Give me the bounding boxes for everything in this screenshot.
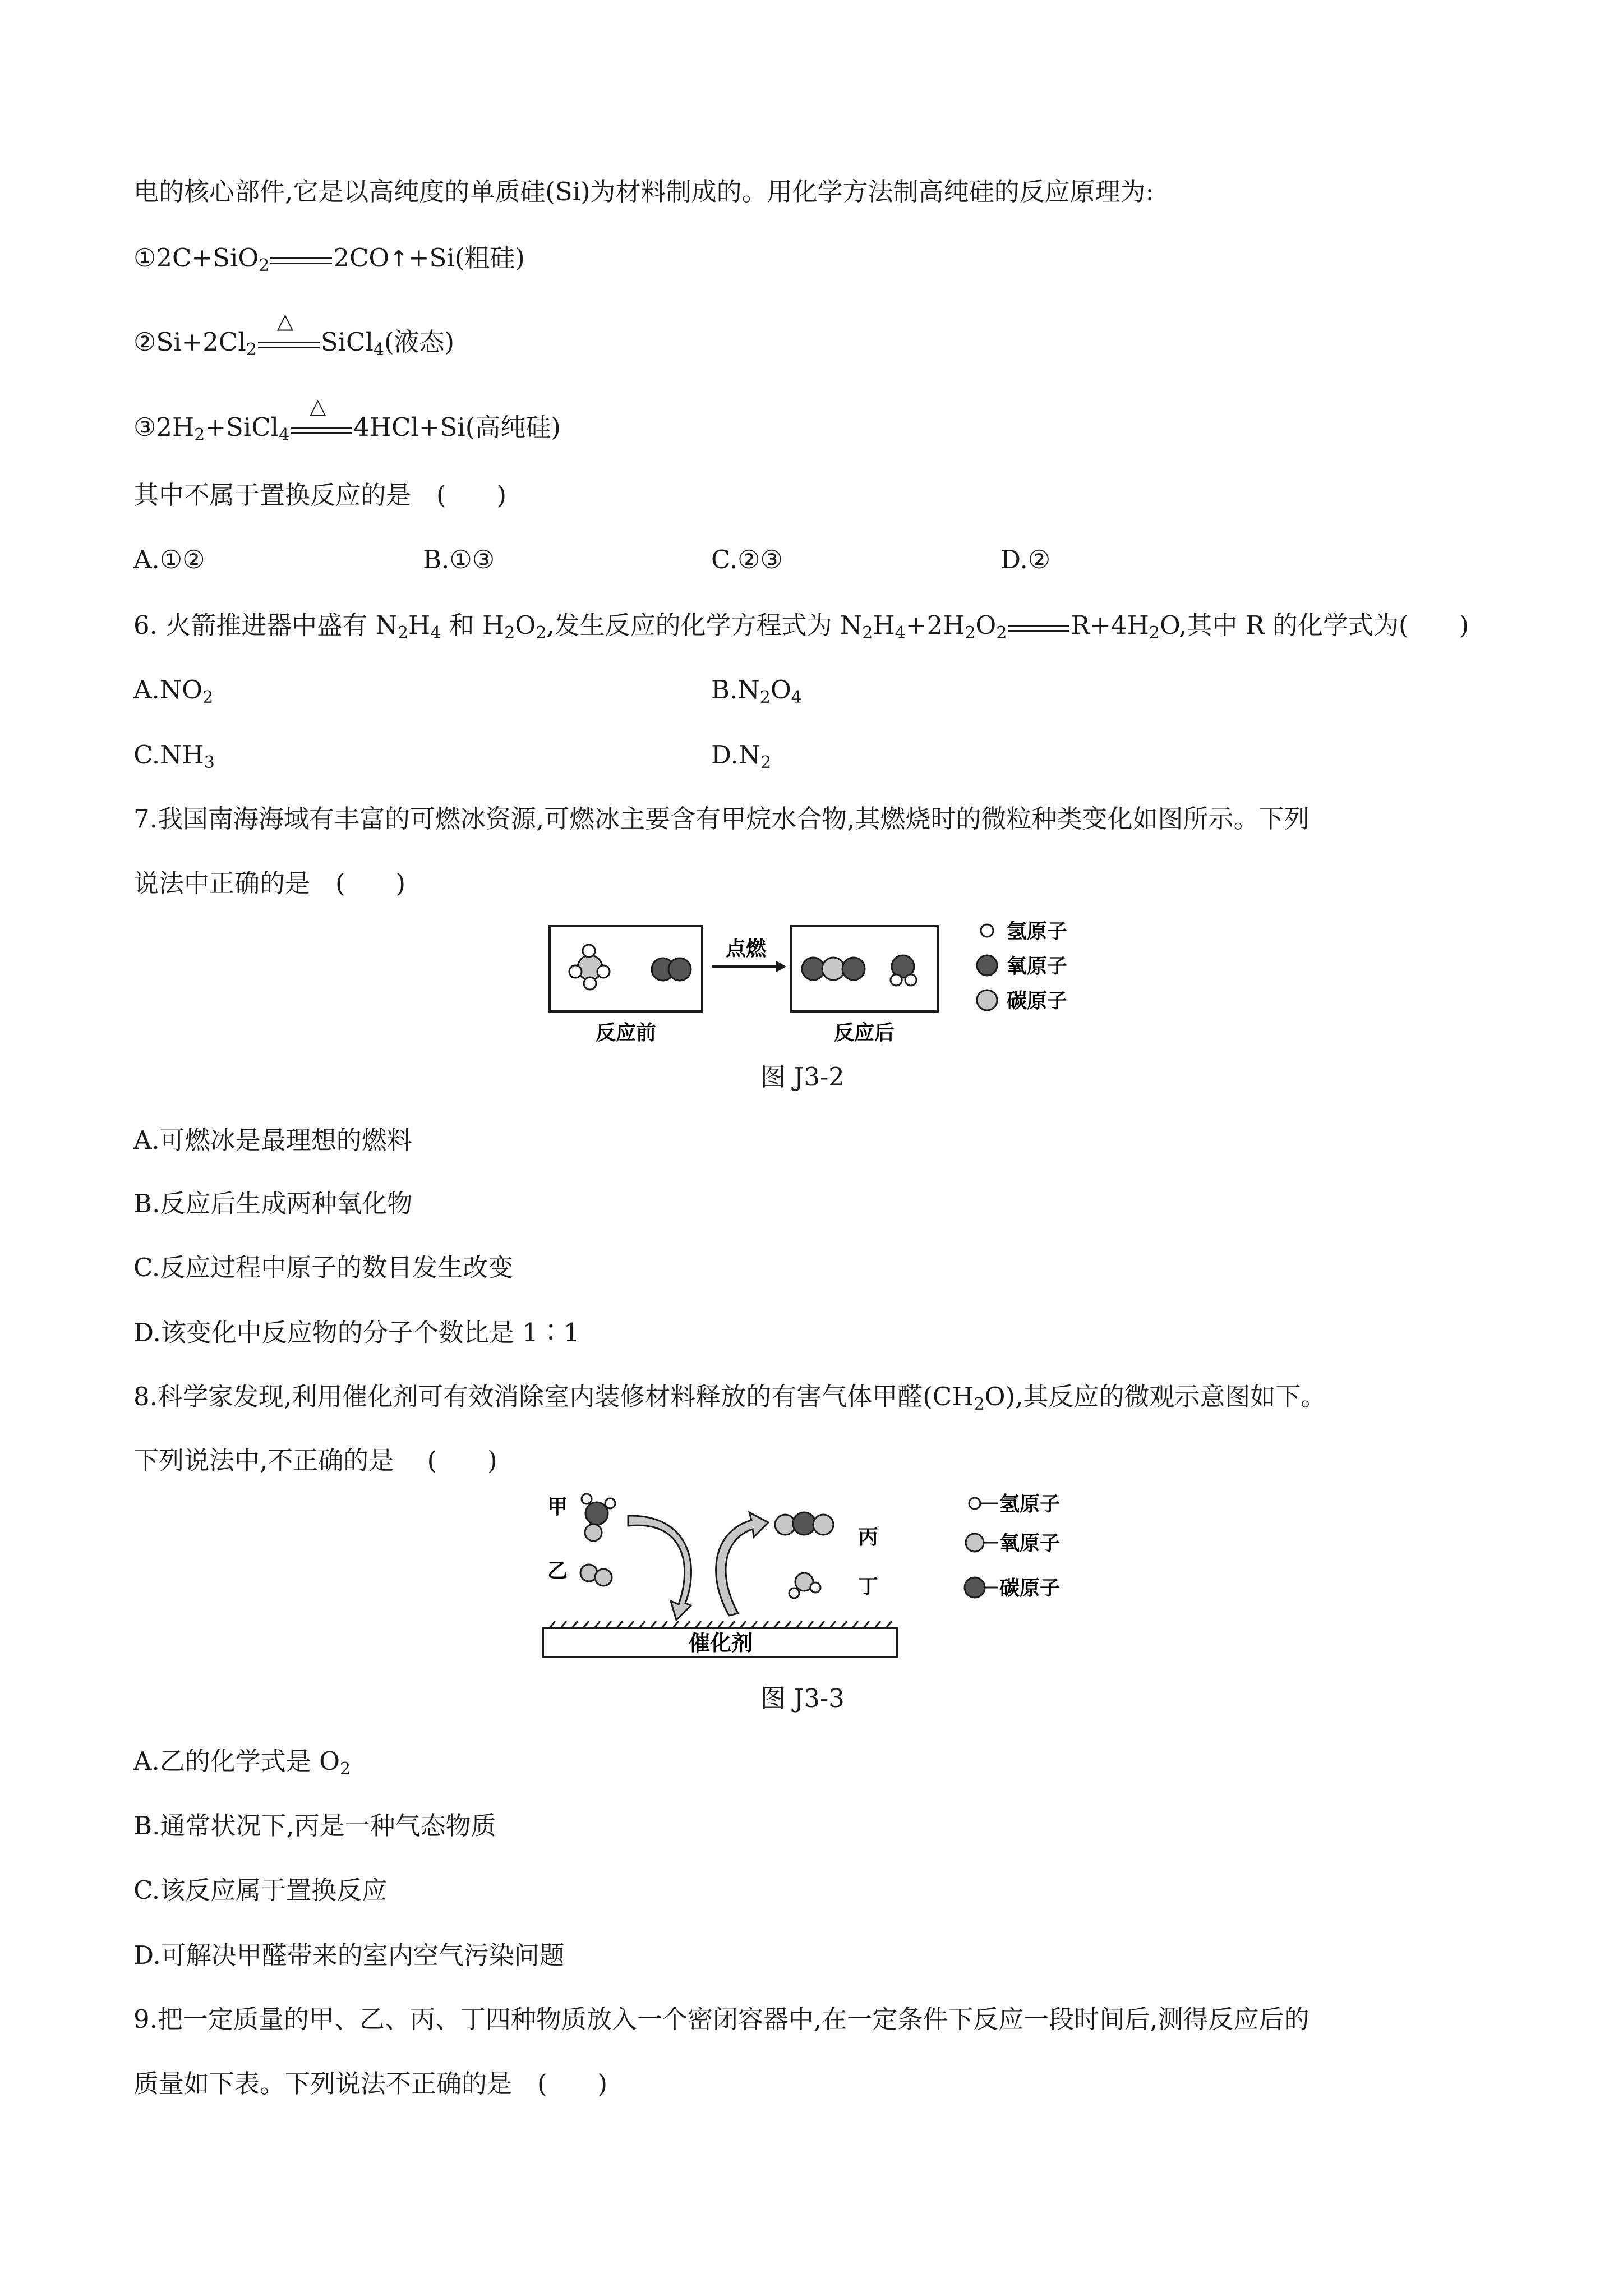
q6-option-d: $D.N_2$ — [711, 740, 772, 772]
curved-arrow-up-icon — [716, 1512, 768, 1616]
oxygen-molecule — [652, 958, 691, 981]
formaldehyde-molecule — [582, 1494, 615, 1541]
arrow-label: 点燃 — [725, 937, 767, 960]
water-product-molecule — [789, 1573, 820, 1598]
equals-sign-heat — [258, 308, 320, 353]
carbon-legend-icon — [965, 1577, 985, 1598]
figure-caption-j3-2: 图 J3-2 — [760, 1062, 845, 1092]
methane-molecule — [569, 945, 610, 990]
co2-molecule — [802, 958, 865, 980]
co2-product-molecule — [775, 1512, 833, 1535]
curved-arrow-down-icon — [628, 1516, 691, 1620]
o2-molecule — [580, 1565, 612, 1586]
q5-option-c: C.②③ — [711, 545, 783, 574]
question-8-line-2: 下列说法中,不正确的是 ( ) — [133, 1446, 497, 1475]
heat-symbol: △ — [310, 393, 326, 418]
before-label: 反应前 — [595, 1022, 657, 1045]
q7-option-a: A.可燃冰是最理想的燃料 — [133, 1125, 412, 1155]
question-5: 其中不属于置换反应的是 ( ) — [133, 480, 507, 510]
q8-option-b: B.通常状况下,丙是一种气态物质 — [133, 1811, 496, 1841]
figure-j3-2 — [544, 912, 1099, 1049]
catalyst-label: 催化剂 — [688, 1631, 753, 1655]
heat-symbol: △ — [276, 308, 294, 333]
legend-hydrogen: 氢原子 — [1007, 920, 1068, 943]
arrow-right-icon — [776, 961, 786, 972]
question-8-line-1: 8.科学家发现,利用催化剂可有效消除室内装修材料释放的有害气体甲醛$(CH_2O)$,其反应的微观示意图如下。 — [133, 1382, 1326, 1414]
q6-option-c: $C.NH_3$ — [133, 740, 215, 772]
after-label: 反应后 — [833, 1022, 895, 1045]
question-7-line-1: 7.我国南海海域有丰富的可燃冰资源,可燃冰主要含有甲烷水合物,其燃烧时的微粒种类变化如图所示。下列 — [133, 804, 1310, 834]
legend-carbon: 碳原子 — [1007, 990, 1068, 1013]
question-7-line-2: 说法中正确的是 ( ) — [133, 868, 406, 898]
figure-caption-j3-3: 图 J3-3 — [760, 1683, 845, 1713]
q7-option-b: B.反应后生成两种氧化物 — [133, 1189, 413, 1218]
oxygen-legend-icon — [977, 955, 997, 976]
figure-j3-3 — [538, 1481, 1133, 1672]
intro-text: 电的核心部件,它是以高纯度的单质硅(Si)为材料制成的。用化学方法制高纯硅的反应原理为: — [133, 177, 1154, 206]
q5-option-a: A.①② — [133, 545, 205, 574]
q5-option-b: B.①③ — [423, 545, 495, 574]
q6-option-b: $B.N_2O_4$ — [711, 675, 802, 707]
question-9-line-2: 质量如下表。下列说法不正确的是 ( ) — [133, 2069, 608, 2099]
q5-option-d: D.② — [1000, 545, 1051, 574]
equation-1: ①2C+SiO$_2$ 2CO↑+Si(粗硅) — [133, 243, 525, 275]
question-9-line-1: 9.把一定质量的甲、乙、丙、丁四种物质放入一个密闭容器中,在一定条件下反应一段时间后,测得反应后的 — [133, 2004, 1310, 2034]
jia-label: 甲 — [547, 1496, 568, 1519]
q7-option-d: D.该变化中反应物的分子个数比是 1∶1 — [133, 1318, 580, 1347]
q8-option-c: C.该反应属于置换反应 — [133, 1875, 388, 1905]
carbon-legend-icon — [977, 990, 997, 1010]
hydrogen-legend-icon — [981, 924, 993, 937]
equals-sign-heat — [291, 393, 352, 438]
question-6: 6. 火箭推进器中盛有 $N_2H_4$ 和 $H_2O_2$,发生反应的化学方程式为 $N_2H_4+2H_2O_2$ $R+4H_2O$,其中 R 的化学式为( ) — [133, 610, 1469, 643]
q6-option-a: $A.NO_2$ — [133, 675, 214, 707]
q8-option-d: D.可解决甲醛带来的室内空气污染问题 — [133, 1940, 565, 1970]
legend-hydrogen: 氢原子 — [999, 1493, 1061, 1516]
legend-carbon: 碳原子 — [999, 1577, 1061, 1600]
yi-label: 乙 — [547, 1559, 568, 1582]
q7-option-c: C.反应过程中原子的数目发生改变 — [133, 1253, 514, 1282]
equation-3: $③2H_2+SiCl_4$ △ 4HCl+Si(高纯硅) — [133, 393, 561, 445]
bing-label: 丙 — [858, 1526, 879, 1549]
equals-sign — [270, 252, 332, 269]
q8-option-a: A.乙的化学式是 $O_2$ — [133, 1746, 351, 1779]
hydrogen-legend-icon — [969, 1498, 980, 1509]
legend-oxygen: 氧原子 — [1007, 955, 1068, 978]
oxygen-legend-icon — [966, 1534, 984, 1552]
legend-oxygen: 氧原子 — [999, 1532, 1061, 1555]
water-molecule — [891, 955, 916, 986]
equals-sign — [1008, 619, 1069, 636]
ding-label: 丁 — [858, 1575, 879, 1598]
equation-2: $②Si+2Cl_2$ △ SiCl$_4$(液态) — [133, 308, 455, 360]
